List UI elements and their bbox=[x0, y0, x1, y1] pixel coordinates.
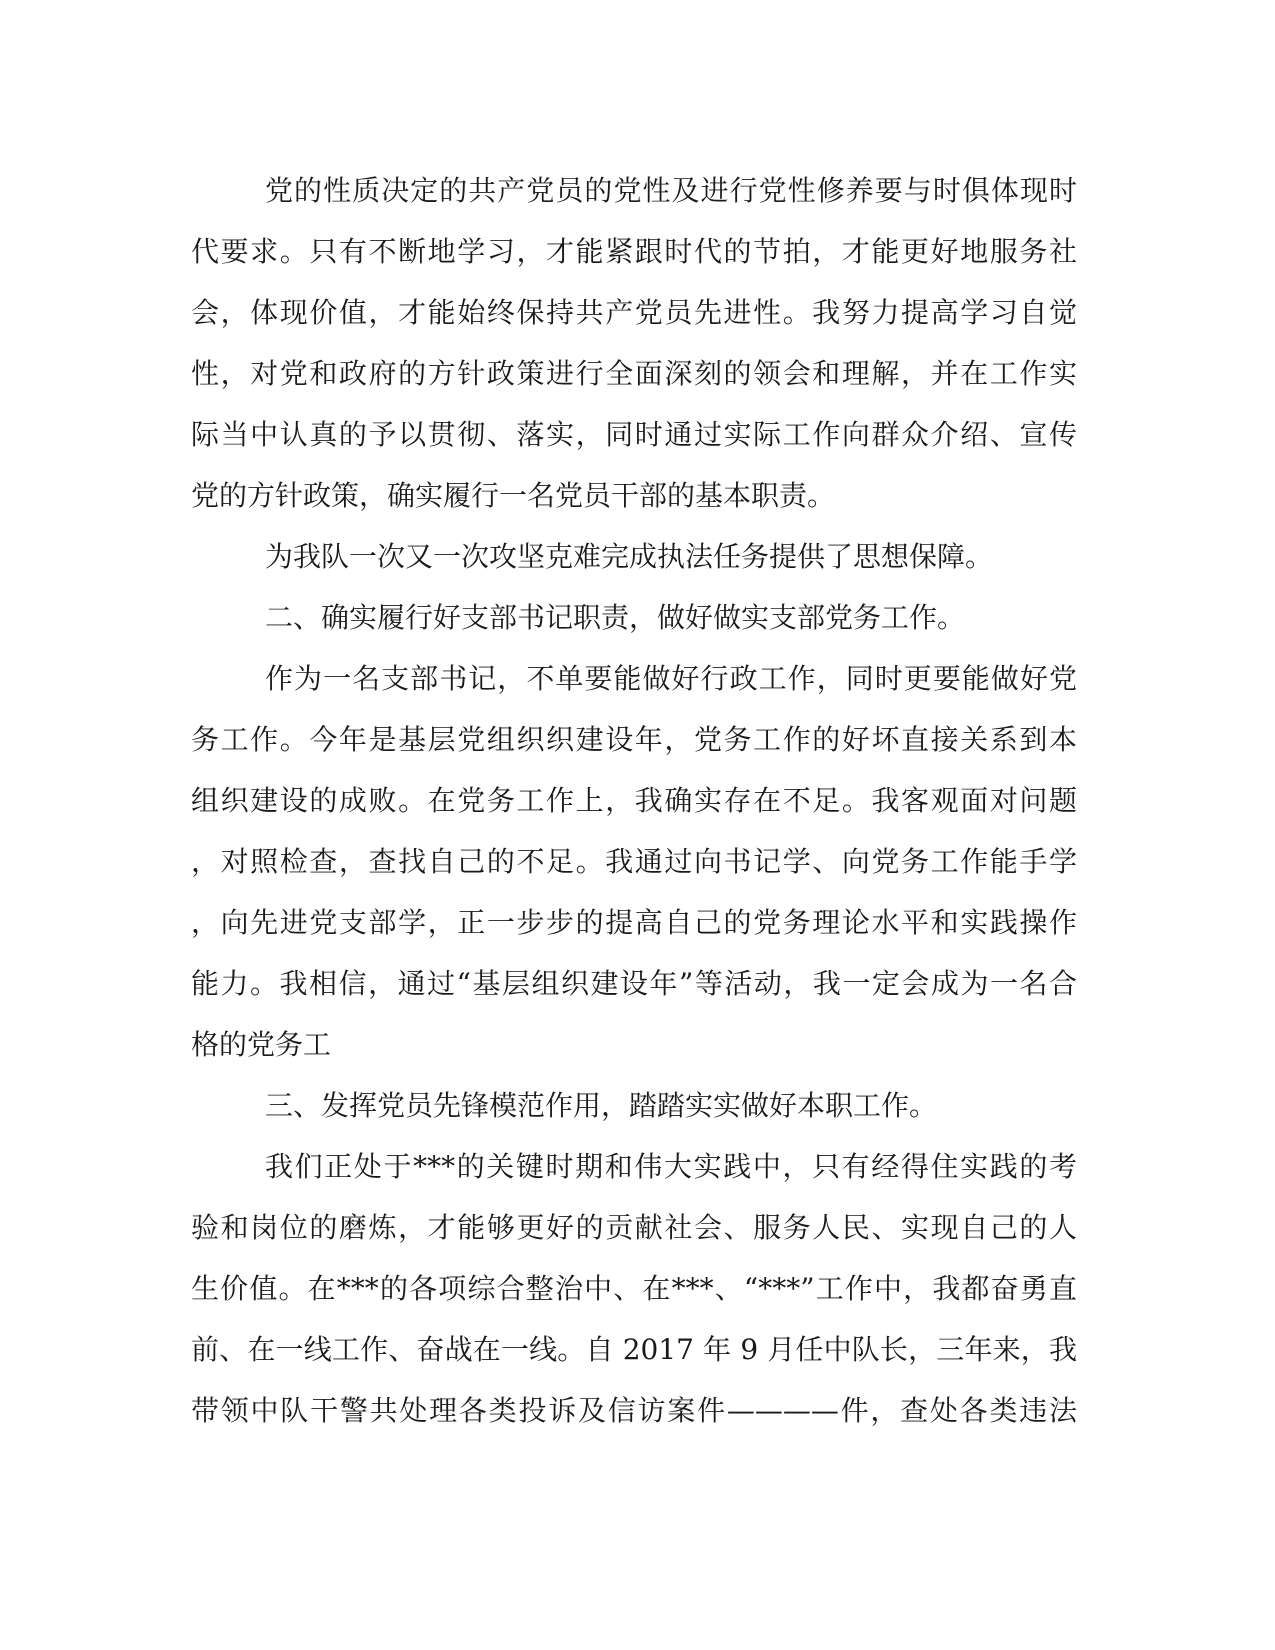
text-line: 生价值。在***的各项综合整治中、在***、“***”工作中，我都奋勇直 bbox=[191, 1272, 1077, 1305]
text-line: 际当中认真的予以贯彻、落实，同时通过实际工作向群众介绍、宣传 bbox=[191, 418, 1077, 451]
text-line: 带领中队干警共处理各类投诉及信访案件————件，查处各类违法 bbox=[191, 1394, 1077, 1427]
text-line: 务工作。今年是基层党组织织建设年，党务工作的好坏直接关系到本 bbox=[191, 723, 1077, 756]
section-heading: 二、确实履行好支部书记职责，做好做实支部党务工作。 bbox=[265, 601, 966, 634]
text-line: 党的性质决定的共产党员的党性及进行党性修养要与时俱体现时 bbox=[265, 174, 1077, 207]
text-line: 前、在一线工作、奋战在一线。自 2017 年 9 月任中队长，三年来，我 bbox=[191, 1333, 1077, 1366]
text-line: 验和岗位的磨炼，才能够更好的贡献社会、服务人民、实现自己的人 bbox=[191, 1211, 1077, 1244]
text-line: 作为一名支部书记，不单要能做好行政工作，同时更要能做好党 bbox=[265, 662, 1077, 695]
text-line: 会，体现价值，才能始终保持共产党员先进性。我努力提高学习自觉 bbox=[191, 296, 1077, 329]
text-line: 我们正处于***的关键时期和伟大实践中，只有经得住实践的考 bbox=[265, 1150, 1077, 1183]
text-line: ，向先进党支部学，正一步步的提高自己的党务理论水平和实践操作 bbox=[191, 906, 1077, 939]
text-line: 格的党务工 bbox=[191, 1028, 332, 1061]
text-line: 党的方针政策，确实履行一名党员干部的基本职责。 bbox=[191, 479, 836, 512]
text-line: 性，对党和政府的方针政策进行全面深刻的领会和理解，并在工作实 bbox=[191, 357, 1077, 390]
text-line: 组织建设的成败。在党务工作上，我确实存在不足。我客观面对问题 bbox=[191, 784, 1077, 817]
section-heading: 三、发挥党员先锋模范作用，踏踏实实做好本职工作。 bbox=[265, 1089, 938, 1122]
text-line: 为我队一次又一次攻坚克难完成执法任务提供了思想保障。 bbox=[265, 540, 994, 573]
document-body bbox=[191, 160, 1077, 1441]
text-line: 代要求。只有不断地学习，才能紧跟时代的节拍，才能更好地服务社 bbox=[191, 235, 1077, 268]
text-line: 能力。我相信，通过“基层组织建设年”等活动，我一定会成为一名合 bbox=[191, 967, 1077, 1000]
text-line: ，对照检查，查找自己的不足。我通过向书记学、向党务工作能手学 bbox=[191, 845, 1077, 878]
